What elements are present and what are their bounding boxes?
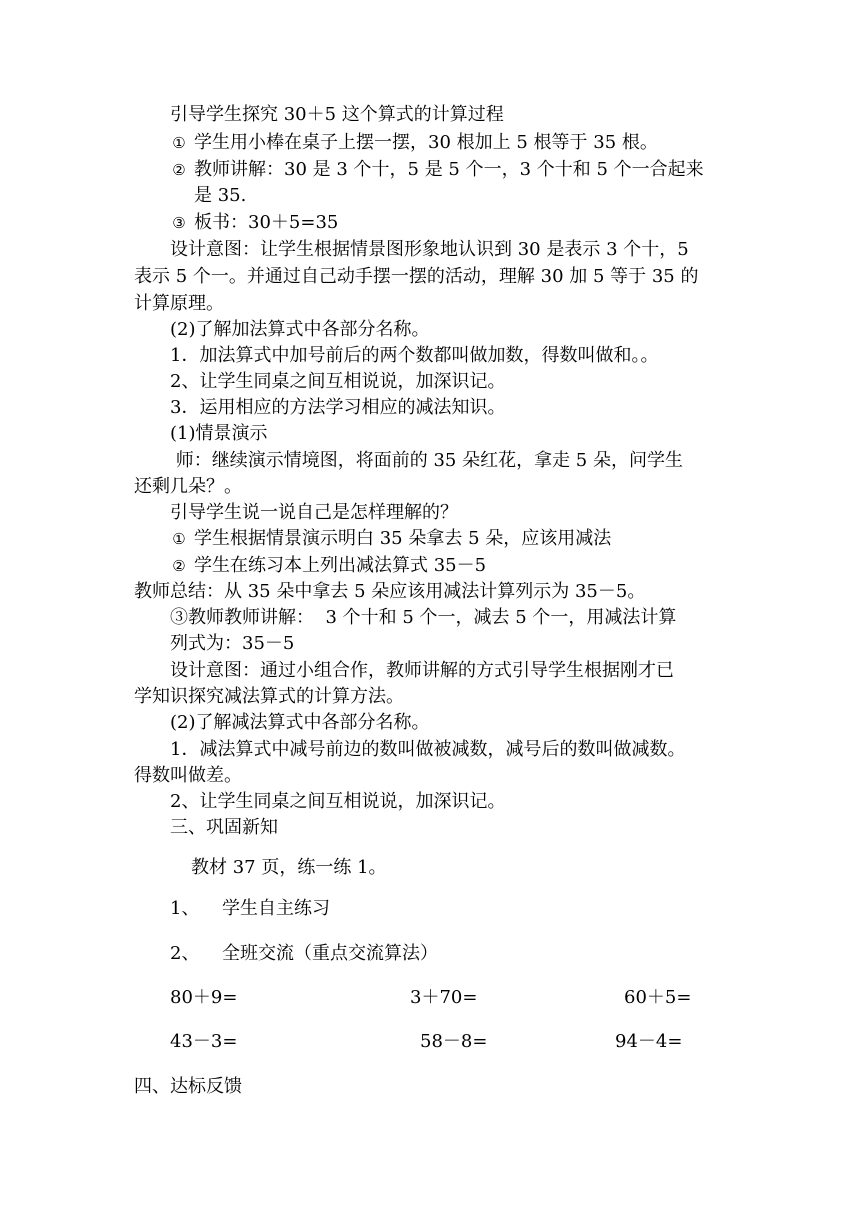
text-line: 列式为：35－5 <box>170 633 295 654</box>
list-number: 2、 <box>170 943 200 964</box>
text-line: 2、让学生同桌之间互相说说，加深识记。 <box>170 791 506 812</box>
text-line: (1)情景演示 <box>170 423 268 444</box>
formula: 80＋9= <box>170 987 238 1008</box>
list-item-text: 板书：30＋5=35 <box>194 212 339 233</box>
list-item <box>170 157 704 184</box>
text-line: 设计意图：让学生根据情景图形象地认识到 30 是表示 3 个十，5 <box>170 239 689 260</box>
text-line: 设计意图：通过小组合作，教师讲解的方式引导学生根据刚才已 <box>170 660 674 681</box>
text-line: 师：继续演示情境图，将面前的 35 朵红花，拿走 5 朵，问学生 <box>170 450 683 471</box>
list-item-text: 教师讲解：30 是 3 个十，5 是 5 个一，3 个十和 5 个一合起来 <box>194 159 704 180</box>
circled-number-3: ③ <box>172 214 186 232</box>
list-item <box>170 130 658 157</box>
text-line: 2、让学生同桌之间互相说说，加深识记。 <box>170 371 506 392</box>
text-line: ③教师教师讲解： 3 个十和 5 个一，减去 5 个一，用减法计算 <box>170 607 677 628</box>
text-line: 得数叫做差。 <box>134 765 242 786</box>
text-line: 3．运用相应的方法学习相应的减法知识。 <box>170 397 506 418</box>
circled-number-1: ① <box>172 530 186 548</box>
circled-number-2: ② <box>172 557 186 575</box>
text-line: 是 35. <box>194 185 247 206</box>
text-line: 计算原理。 <box>134 293 224 314</box>
list-item-text: 学生用小棒在桌子上摆一摆，30 根加上 5 根等于 35 根。 <box>194 132 658 153</box>
text-line: 还剩几朵？。 <box>134 476 242 497</box>
text-line: 1．减法算式中减号前边的数叫做被减数，减号后的数叫做减数。 <box>170 739 686 760</box>
list-item <box>170 526 611 553</box>
text-line: 教师总结：从 35 朵中拿去 5 朵应该用减法计算列示为 35－5。 <box>134 581 646 602</box>
list-item <box>170 896 330 922</box>
text-line: 引导学生说一说自己是怎样理解的？ <box>170 502 458 523</box>
section-heading: 四、达标反馈 <box>134 1076 242 1097</box>
text-line: (2)了解减法算式中各部分名称。 <box>170 712 430 733</box>
formula: 43－3= <box>170 1031 238 1052</box>
formula: 94－4= <box>615 1031 683 1052</box>
list-item <box>170 553 486 580</box>
list-item-text: 学生根据情景演示明白 35 朵拿去 5 朵，应该用减法 <box>194 528 612 549</box>
text-line: 学知识探究减法算式的计算方法。 <box>134 686 404 707</box>
list-item <box>170 941 438 967</box>
list-item-text: 学生自主练习 <box>222 898 330 919</box>
list-item <box>170 210 338 237</box>
circled-number-2: ② <box>172 161 186 179</box>
list-item-text: 全班交流（重点交流算法） <box>222 943 438 964</box>
text-line: 教材 37 页，练一练 1。 <box>191 857 387 878</box>
list-number: 1、 <box>170 898 200 919</box>
circled-number-1: ① <box>172 134 186 152</box>
formula: 60＋5= <box>624 987 692 1008</box>
formula: 3＋70= <box>410 987 478 1008</box>
text-line: (2)了解加法算式中各部分名称。 <box>170 319 430 340</box>
list-item-text: 学生在练习本上列出减法算式 35－5 <box>194 555 487 576</box>
formula: 58－8= <box>420 1031 488 1052</box>
section-heading: 三、巩固新知 <box>170 817 278 838</box>
text-line: 引导学生探究 30＋5 这个算式的计算过程 <box>170 104 504 125</box>
text-line: 1．加法算式中加号前后的两个数都叫做加数，得数叫做和。。 <box>170 345 659 366</box>
text-line: 表示 5 个一。并通过自己动手摆一摆的活动，理解 30 加 5 等于 35 的 <box>134 266 699 287</box>
